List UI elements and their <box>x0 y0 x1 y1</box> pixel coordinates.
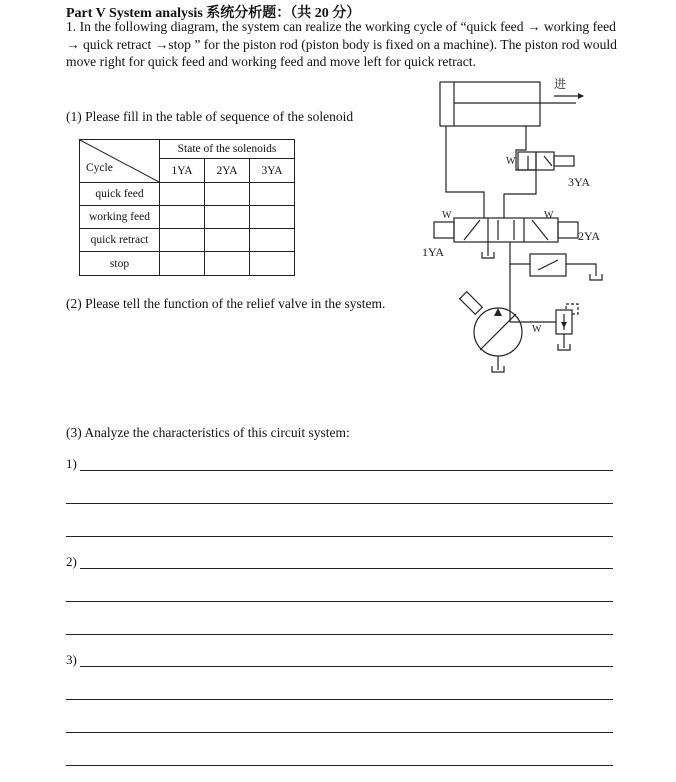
answer-cell[interactable] <box>160 206 205 229</box>
solenoid-2ya <box>558 222 578 238</box>
answer-line[interactable] <box>66 699 613 700</box>
solenoid-header: 1YA <box>160 159 205 183</box>
cylinder-port-line <box>446 126 484 218</box>
answer-cell[interactable] <box>160 183 205 206</box>
answer-line[interactable] <box>66 634 613 635</box>
answer-line[interactable] <box>66 536 613 537</box>
solenoid-header: 2YA <box>205 159 250 183</box>
answer-number: 2) <box>66 554 77 569</box>
direction-label: 进 <box>554 77 567 91</box>
answer-cell[interactable] <box>205 206 250 229</box>
answer-number: 1) <box>66 456 77 471</box>
answer-line[interactable] <box>80 666 613 667</box>
solenoid-1ya <box>434 222 454 238</box>
spring-label: W <box>544 210 554 221</box>
state-header: State of the solenoids <box>160 140 295 159</box>
label-1ya: 1YA <box>422 245 445 259</box>
hydraulic-circuit-diagram <box>406 70 638 388</box>
spring-label: W <box>532 324 542 335</box>
answer-line[interactable] <box>80 568 613 569</box>
cycle-header: Cycle <box>86 162 113 174</box>
row-label: stop <box>80 252 160 276</box>
answer-cell[interactable] <box>205 183 250 206</box>
spring-label: W <box>442 210 452 221</box>
solenoid-header: 3YA <box>250 159 295 183</box>
answer-cell[interactable] <box>160 252 205 276</box>
question-intro: 1. In the following diagram, the system can realize the working cycle of “quick feed → working feed → quick retract →stop ” for the piston rod (piston body is fixed on a machine). The piston rod would move right for quick feed and working feed and move left for quick retract. <box>66 19 617 69</box>
answer-number: 3) <box>66 652 77 667</box>
row-label: working feed <box>80 206 160 229</box>
answer-cell[interactable] <box>250 229 295 252</box>
answer-line[interactable] <box>66 732 613 733</box>
subquestion-1: (1) Please fill in the table of sequence of the solenoid <box>66 109 354 124</box>
answer-cell[interactable] <box>250 206 295 229</box>
directional-valve <box>454 218 558 242</box>
pump-motor <box>460 292 483 315</box>
solenoid-3ya <box>554 156 574 166</box>
corner-diagonal <box>80 140 159 182</box>
subquestion-2: (2) Please tell the function of the relief valve in the system. <box>66 296 386 311</box>
table-corner-cell <box>80 140 160 183</box>
answer-cell[interactable] <box>205 252 250 276</box>
label-2ya: 2YA <box>578 229 601 243</box>
answer-cell[interactable] <box>160 229 205 252</box>
answer-line[interactable] <box>66 765 613 766</box>
cylinder-port-line <box>516 126 536 170</box>
answer-cell[interactable] <box>205 229 250 252</box>
subquestion-3: (3) Analyze the characteristics of this circuit system: <box>66 425 350 440</box>
part-title: Part V System analysis 系统分析题：（共 20 分） <box>66 6 361 21</box>
solenoid-sequence-table <box>79 139 295 276</box>
answer-line[interactable] <box>66 601 613 602</box>
row-label: quick feed <box>80 183 160 206</box>
label-3ya: 3YA <box>568 175 591 189</box>
answer-line[interactable] <box>80 470 613 471</box>
row-label: quick retract <box>80 229 160 252</box>
answer-cell[interactable] <box>250 183 295 206</box>
answer-cell[interactable] <box>250 252 295 276</box>
spring-label: W <box>506 156 516 167</box>
hydraulic-cylinder <box>440 82 540 126</box>
answer-line[interactable] <box>66 503 613 504</box>
